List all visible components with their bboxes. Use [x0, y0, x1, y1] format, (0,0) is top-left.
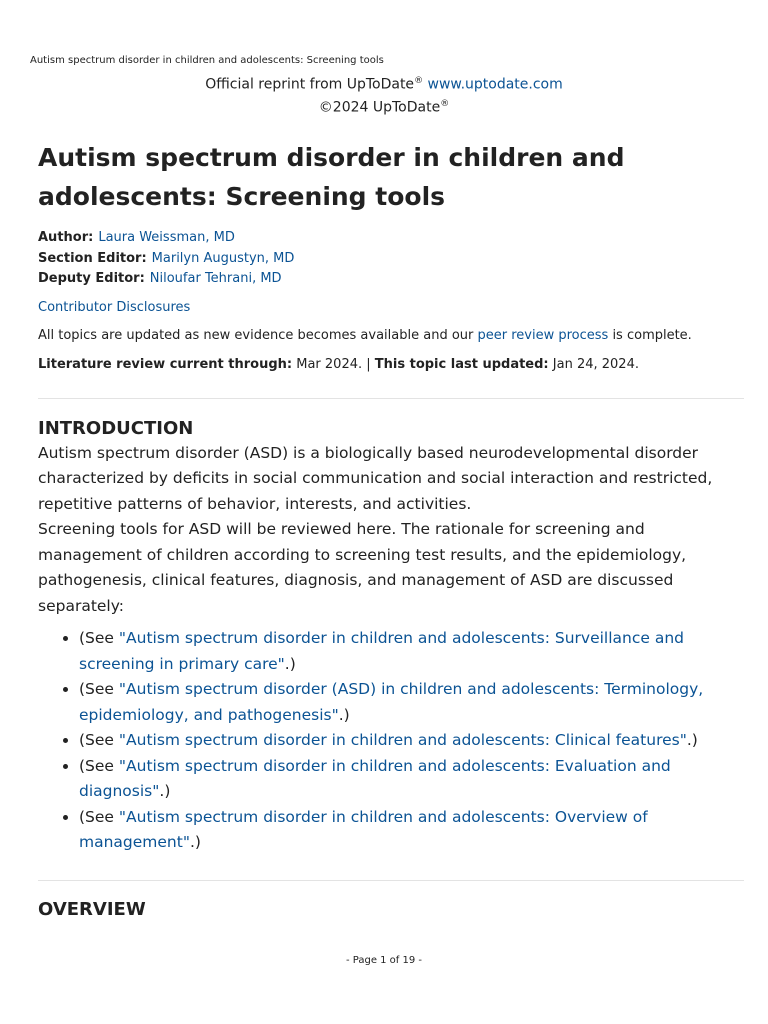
- ref-prefix: (See: [79, 680, 119, 698]
- registered-mark: ®: [414, 76, 424, 86]
- list-item: [79, 677, 744, 728]
- list-item: [79, 754, 744, 805]
- lit-review-label: Literature review current through:: [38, 356, 293, 372]
- topic-title: Autism spectrum disorder in children and adolescents: Screening tools: [38, 143, 625, 211]
- ref-suffix: .): [338, 705, 350, 724]
- disclosures-row: [38, 299, 744, 317]
- section-editor-role: Section Editor:: [38, 250, 147, 266]
- lit-review-value: Mar 2024. |: [292, 356, 375, 372]
- introduction-heading: INTRODUCTION: [38, 417, 194, 439]
- review-dates: [38, 356, 744, 374]
- update-notice-before: All topics are updated as new evidence becomes available and our: [38, 327, 478, 343]
- ref-prefix: (See: [79, 807, 119, 826]
- topic-link-terminology[interactable]: "Autism spectrum disorder (ASD) in children and adolescents: Terminology, epidemiology, and pathogenesis": [79, 680, 704, 724]
- author-link[interactable]: Laura Weissman, MD: [98, 230, 235, 245]
- author-row: [38, 228, 744, 249]
- reprint-prefix: Official reprint from UpToDate: [205, 76, 415, 93]
- uptodate-link[interactable]: www.uptodate.com: [427, 76, 563, 93]
- section-editor-link[interactable]: Marilyn Augustyn, MD: [151, 250, 295, 266]
- intro-paragraph-2: Screening tools for ASD will be reviewed here. The rationale for screening and management of children according to screening test results, and the epidemiology, pathogenesis, clinical features, diagnosis, and management of ASD are discussed separately:: [38, 520, 687, 615]
- reprint-notice: [0, 72, 768, 117]
- deputy-editor-link[interactable]: Niloufar Tehrani, MD: [149, 271, 282, 286]
- copyright-text: ©2024 UpToDate: [318, 99, 441, 116]
- topic-link-clinical-features[interactable]: "Autism spectrum disorder in children and adolescents: Clinical features": [118, 731, 687, 749]
- peer-review-link[interactable]: peer review process: [477, 327, 609, 343]
- running-head: Autism spectrum disorder in children and adolescents: Screening tools: [30, 55, 384, 66]
- contributor-disclosures-link[interactable]: Contributor Disclosures: [38, 299, 191, 315]
- topic-content: [38, 138, 744, 922]
- registered-mark-2: ®: [440, 98, 450, 109]
- overview-heading: OVERVIEW: [38, 898, 146, 920]
- reprint-line: [0, 72, 768, 95]
- deputy-editor-role: Deputy Editor:: [38, 271, 145, 286]
- update-notice: [38, 327, 744, 345]
- ref-suffix: .): [284, 654, 296, 673]
- ref-suffix: .): [686, 731, 698, 749]
- topic-link-evaluation-diagnosis[interactable]: "Autism spectrum disorder in children and adolescents: Evaluation and diagnosis": [79, 756, 671, 800]
- last-updated-value: Jan 24, 2024.: [548, 356, 639, 372]
- section-divider: [38, 398, 744, 399]
- list-item: [79, 728, 744, 754]
- list-item: [79, 805, 744, 856]
- ref-prefix: (See: [79, 731, 119, 749]
- ref-prefix: (See: [79, 756, 119, 775]
- list-item: [79, 626, 744, 677]
- deputy-editor-row: [38, 269, 744, 290]
- section-divider: [38, 880, 744, 881]
- last-updated-label: This topic last updated:: [374, 356, 549, 372]
- topic-link-management[interactable]: "Autism spectrum disorder in children and adolescents: Overview of management": [79, 807, 648, 851]
- copyright-line: [0, 95, 768, 118]
- author-block: [38, 228, 744, 290]
- author-role: Author:: [38, 230, 94, 245]
- ref-suffix: .): [159, 782, 171, 800]
- ref-prefix: (See: [79, 629, 119, 647]
- update-notice-after: is complete.: [608, 327, 692, 343]
- page-footer: - Page 1 of 19 -: [345, 955, 423, 966]
- related-topics-list: [38, 626, 744, 856]
- section-editor-row: [38, 249, 744, 270]
- topic-link-surveillance-screening[interactable]: "Autism spectrum disorder in children and adolescents: Surveillance and screening in primary care": [79, 629, 684, 673]
- ref-suffix: .): [189, 833, 201, 851]
- intro-paragraph-1: Autism spectrum disorder (ASD) is a biologically based neurodevelopmental disorder characterized by deficits in social communication and social interaction and restricted, repetitive patterns of behavior, interests, and activities.: [38, 443, 713, 513]
